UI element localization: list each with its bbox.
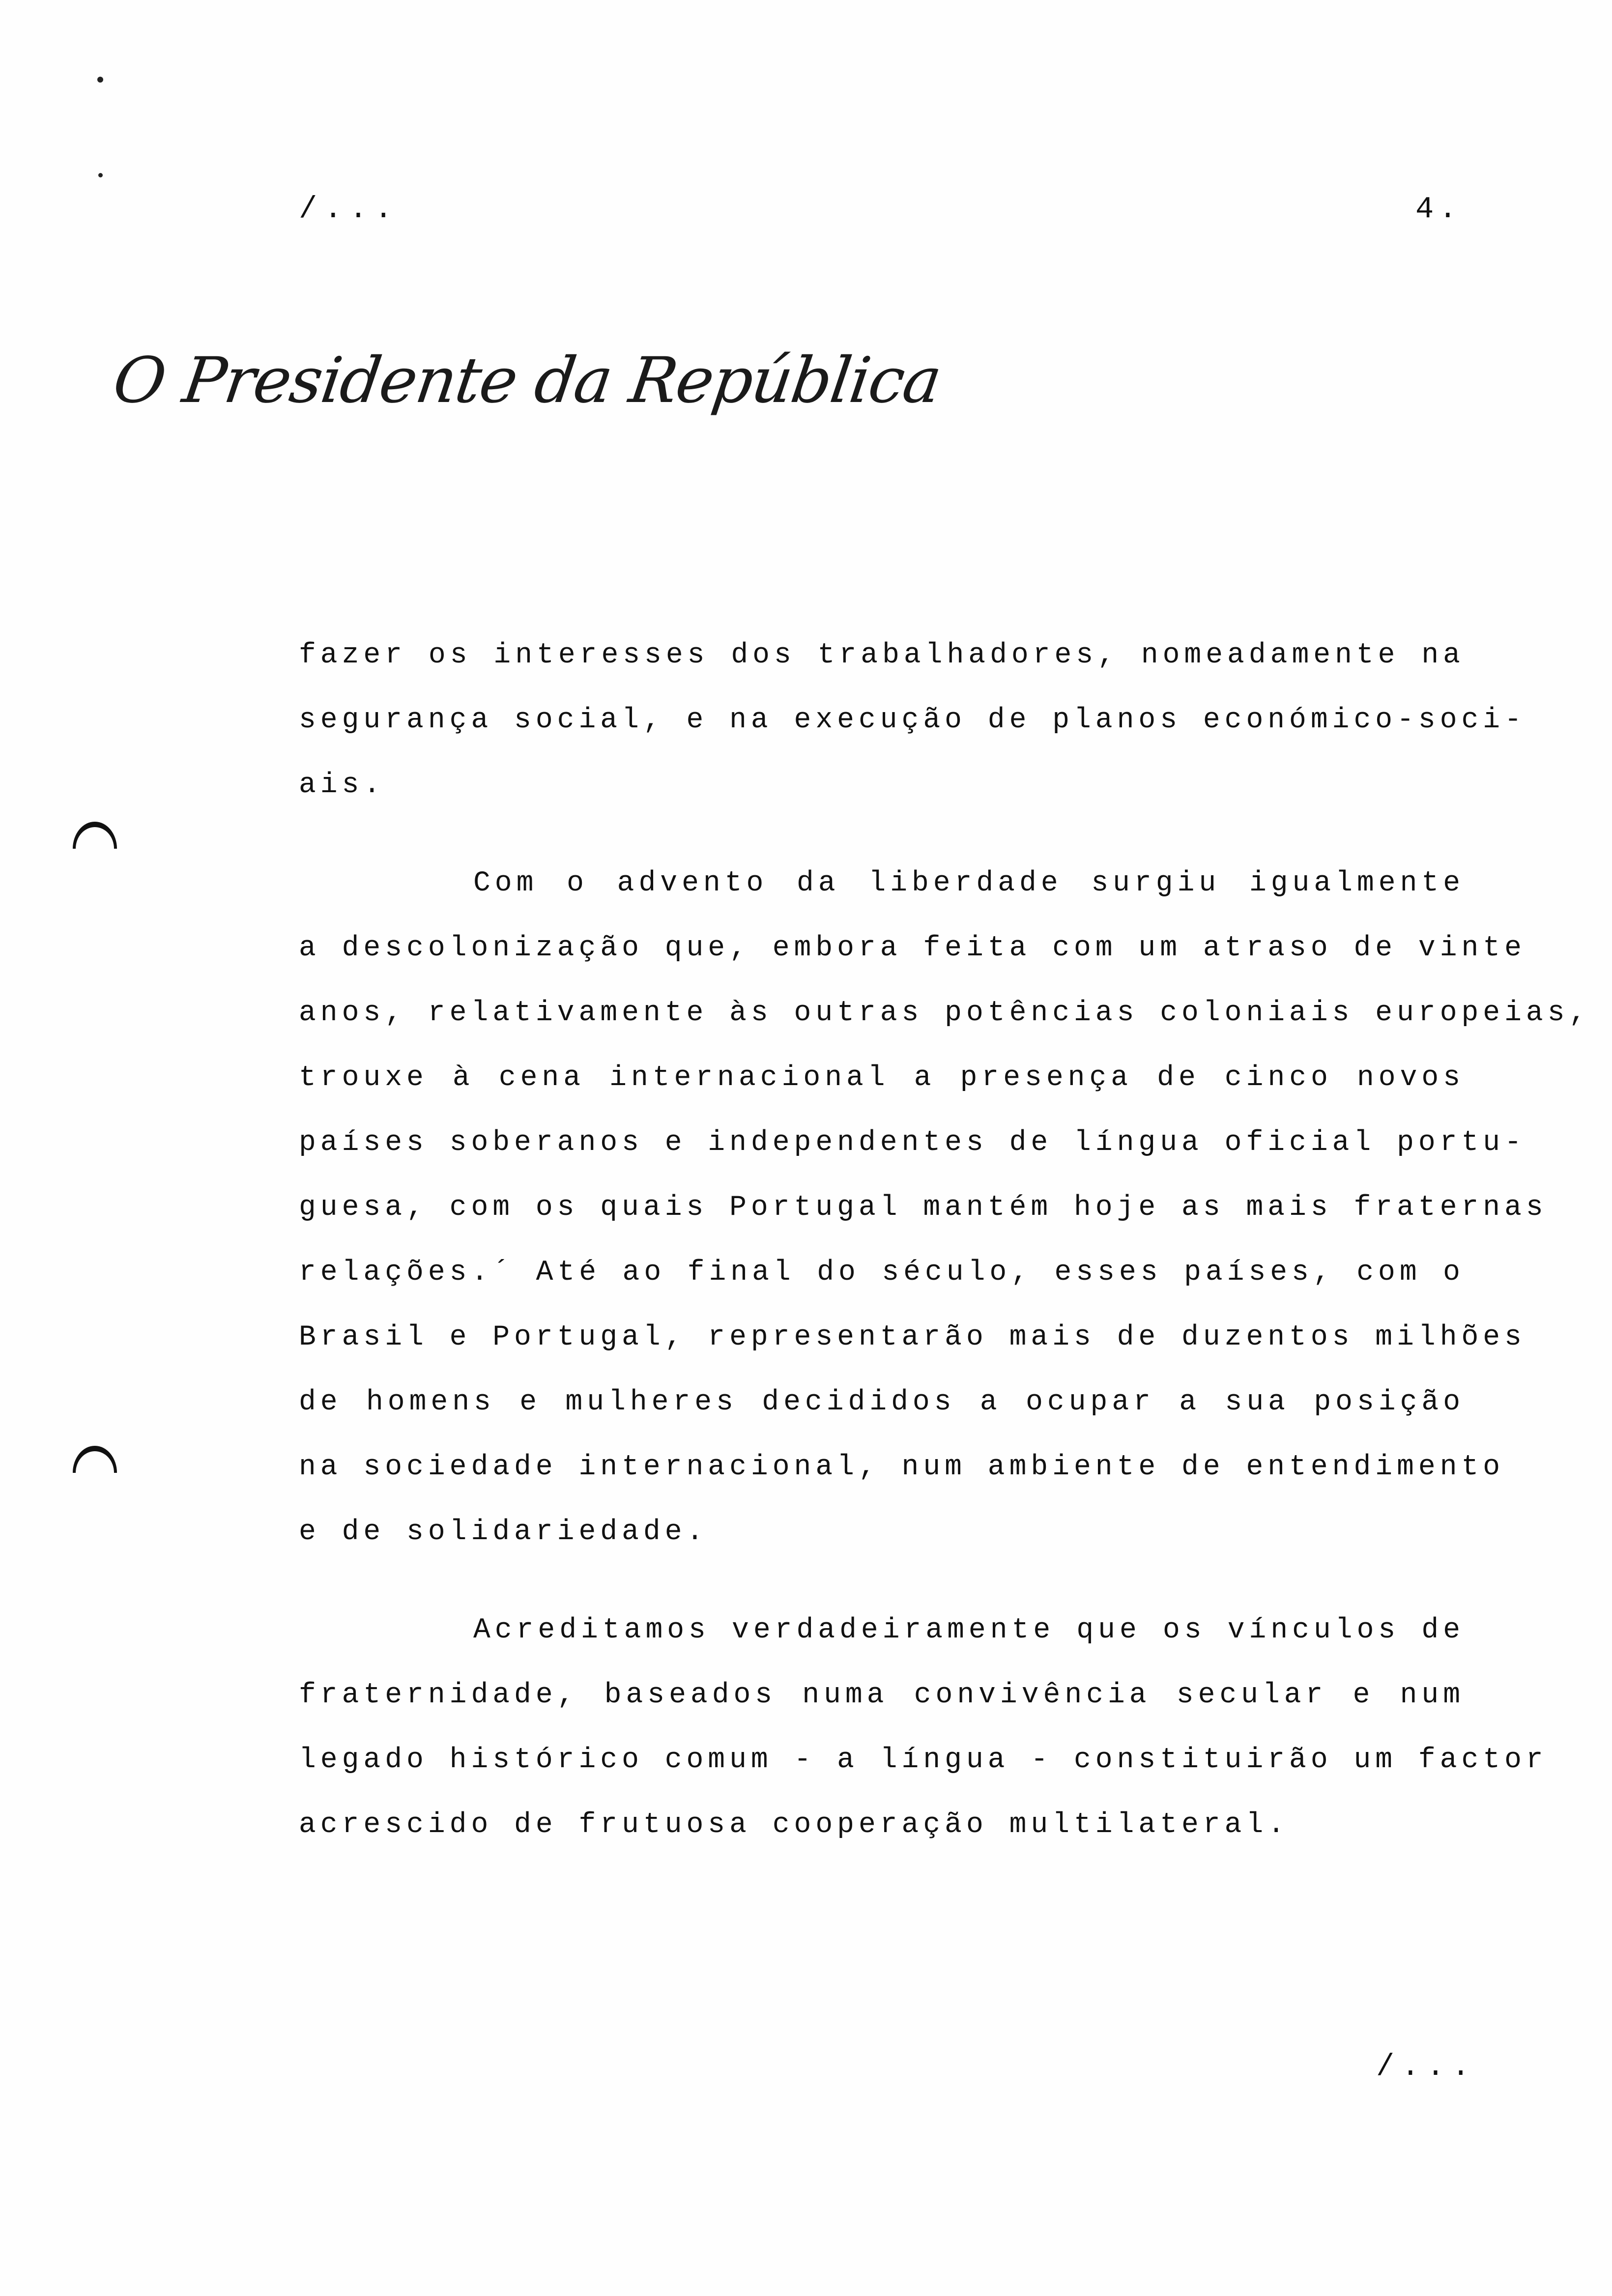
text-line: fraternidade, baseados numa convivência secular e num [299, 1679, 1465, 1711]
text-line: fazer os interesses dos trabalhadores, nomeadamente na [299, 639, 1465, 671]
scan-speck [97, 77, 103, 83]
punch-hole-mark [73, 822, 117, 849]
text-line: trouxe à cena internacional a presença de cinco novos [299, 1062, 1465, 1094]
text-line: anos, relativamente às outras potências coloniais europeias, [299, 997, 1591, 1029]
text-line: Com o advento da liberdade surgiu igualmente [473, 867, 1465, 899]
scan-speck [98, 173, 103, 177]
page-number: 4. [1415, 192, 1462, 227]
text-line: países soberanos e independentes de língua oficial portu- [299, 1127, 1526, 1159]
paragraph [299, 1598, 1548, 1858]
paragraph [299, 851, 1591, 1565]
body-text [299, 623, 1591, 1858]
text-line: guesa, com os quais Portugal mantém hoje as mais fraternas [299, 1192, 1548, 1224]
text-line: na sociedade internacional, num ambiente de entendimento [299, 1451, 1505, 1483]
text-line: ais. [299, 769, 385, 801]
letterhead-title: O Presidente da República [109, 344, 946, 417]
text-line: Brasil e Portugal, representarão mais de duzentos milhões [299, 1321, 1526, 1353]
paragraph [299, 623, 1526, 818]
continuation-marker-bottom: /... [1376, 2049, 1477, 2084]
text-line: Acreditamos verdadeiramente que os vínculos de [473, 1614, 1465, 1646]
continuation-marker-top: /... [299, 192, 400, 227]
text-line: legado histórico comum - a língua - constituirão um factor [299, 1744, 1548, 1776]
text-line: relações.´ Até ao final do século, esses países, com o [299, 1257, 1465, 1289]
punch-hole-mark [73, 1446, 117, 1473]
text-line: segurança social, e na execução de planos económico-soci- [299, 704, 1526, 736]
text-line: a descolonização que, embora feita com um atraso de vinte [299, 932, 1526, 964]
text-line: acrescido de frutuosa cooperação multilateral. [299, 1809, 1290, 1841]
text-line: e de solidariedade. [299, 1516, 708, 1548]
text-line: de homens e mulheres decididos a ocupar a sua posição [299, 1386, 1465, 1418]
